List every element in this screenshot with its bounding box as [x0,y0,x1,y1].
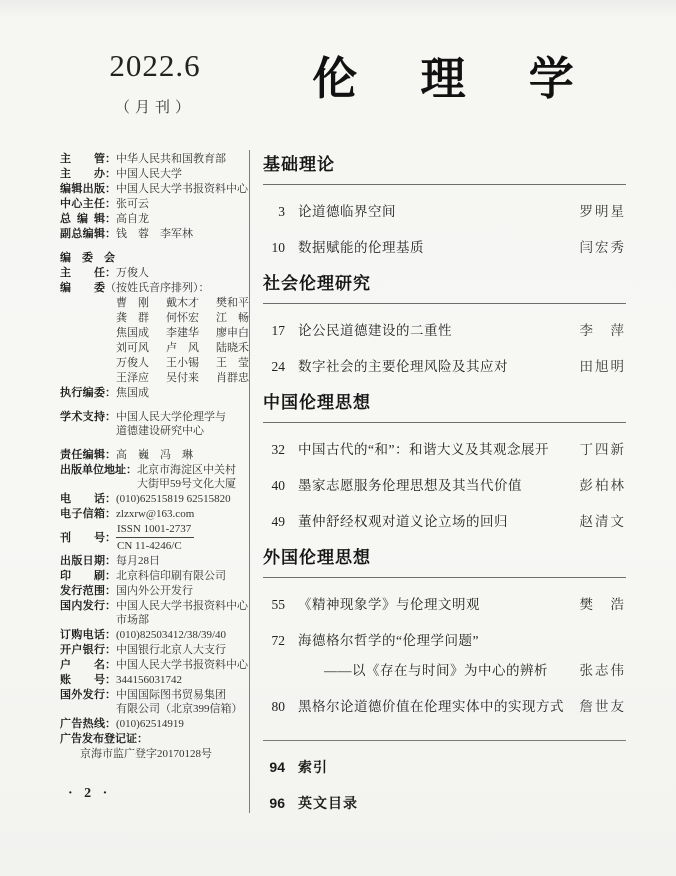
colon: ： [105,600,116,612]
masthead-row [60,717,249,731]
article-title: 《精神现象学》与伦理文明观 [298,597,480,612]
masthead-row [60,386,249,400]
field-value [137,463,249,491]
value-line: 市场部 [116,614,149,626]
field-label: 电话 [60,493,105,505]
article-page-number: 24 [271,359,285,374]
colon: ： [105,168,116,180]
field-label: 出版日期 [60,555,105,567]
article-row [263,440,626,459]
article-page-number: 40 [271,478,285,493]
member-name: 江 畅 [216,312,249,324]
article-author: 彭柏林 [579,478,626,493]
masthead-row [60,507,249,521]
field-label: 主办 [60,168,105,180]
masthead-row [60,628,249,642]
field-label: 主任 [60,267,105,279]
colon: ： [105,267,116,279]
backmatter-row [263,794,626,813]
value-line: 道德建设研究中心 [116,425,204,437]
article-row [263,697,626,716]
masthead-row [60,673,249,687]
article-page-number: 17 [271,323,285,338]
member-name: 焦国成 [116,327,149,339]
field-label: 国内发行 [60,600,105,612]
colon: ： [105,228,116,240]
issn-cn-fraction [116,522,194,553]
masthead-row [60,643,249,657]
member-name: 万俊人 [116,357,149,369]
field-value: 焦国成 [116,387,149,399]
toc-section [263,269,626,376]
masthead-row [60,569,249,583]
article-author: 赵清文 [579,514,626,529]
field-label: 编委 [60,282,105,294]
issn-number: ISSN 1001-2737 [116,522,194,538]
value-line: 大街甲59号文化大厦 [137,478,236,490]
colon: ： [105,644,116,656]
field-value: (010)62514919 [116,718,184,730]
field-label: 执行编委 [60,387,105,399]
masthead-row [60,227,249,241]
field-label: 出版单位地址 [60,464,126,476]
colon: ： [105,508,116,520]
field-label: 户名 [60,659,105,671]
backmatter-title: 英文目录 [298,795,358,811]
field-label: 电子信箱 [60,508,105,520]
article-subtitle: ——以《存在与时间》为中心的辨析 [324,663,548,678]
field-label: 印刷 [60,570,105,582]
masthead-row [60,658,249,672]
article-page-number: 10 [271,240,285,255]
backmatter-row [263,758,626,777]
value-line: 有限公司（北京399信箱） [116,703,243,715]
member-name: 廖申白 [216,327,249,339]
article-author: 田旭明 [579,359,626,374]
field-value: 中国人民大学 [116,168,182,180]
article-title: 数据赋能的伦理基质 [298,240,424,255]
article-author: 闫宏秀 [579,240,626,255]
member-name: 肖群忠 [216,372,249,384]
content-columns [60,150,626,813]
colon: ： [105,198,116,210]
member-name: 王 莹 [216,357,249,369]
member-name: 王泽应 [116,372,149,384]
field-value: 344156031742 [116,674,182,686]
field-value: (010)82503412/38/39/40 [116,629,226,641]
article-title: 论公民道德建设的二重性 [298,323,452,338]
masthead-row [60,584,249,598]
colon: ： [105,153,116,165]
toc-section-header: 中国伦理思想 [263,388,626,423]
masthead-row [60,732,249,746]
email-value: zlzxrw@163.com [116,508,195,520]
field-label: 责任编辑 [60,449,105,461]
spacer [263,661,285,680]
masthead-row [60,463,249,491]
field-label: 订购电话 [60,629,105,641]
article-page-number: 49 [271,514,285,529]
toc-section-header: 社会伦理研究 [263,269,626,304]
article-row [263,321,626,340]
article-author: 罗明星 [579,204,626,219]
frequency-label: （月刊） [114,100,195,116]
article-title: 海德格尔哲学的“伦理学问题” [298,633,479,648]
member-name: 龚 群 [116,312,149,324]
article-author: 詹世友 [579,699,626,714]
masthead-row [60,410,249,438]
field-label: 账号 [60,674,105,686]
member-name: 王小锡 [166,357,199,369]
field-value [116,688,249,716]
colon: ： [105,570,116,582]
article-row [263,512,626,531]
colon: ： [105,674,116,686]
colon: ： [105,449,116,461]
colon: ： [105,213,116,225]
field-value: 高自龙 [116,213,149,225]
field-value: 钱 蓉 李军林 [116,228,193,240]
article-page-number: 32 [271,442,285,457]
article-title: 黑格尔论道德价值在伦理实体中的实现方式 [298,699,564,714]
toc-column [249,150,626,813]
issue-block [60,48,250,117]
article-title: 论道德临界空间 [298,204,396,219]
toc-section-header: 外国伦理思想 [263,543,626,578]
colon: ： [105,718,116,730]
field-label: 副总编辑 [60,228,105,240]
field-value: 万俊人 [116,267,149,279]
member-name: 樊和平 [216,297,249,309]
masthead-row [60,281,249,295]
article-title: 中国古代的“和”：和谐大义及其观念展开 [298,442,549,457]
masthead-row [60,448,249,462]
backmatter-divider [263,740,626,741]
field-value: 中国银行北京人大支行 [116,644,226,656]
article-row [263,238,626,257]
colon: ： [105,689,116,701]
article-author: 丁四新 [579,442,626,457]
colon: ： [105,183,116,195]
colon: ： [105,659,116,671]
masthead-row [60,599,249,627]
value-line: 中国人民大学书报资料中心 [116,600,248,612]
article-page-number: 80 [271,699,285,714]
masthead-row [60,182,249,196]
masthead-row [60,197,249,211]
article-row [263,631,626,650]
member-name: 戴木才 [166,297,199,309]
field-value: 中国人民大学书报资料中心 [116,659,248,671]
value-line: 北京市海淀区中关村 [137,464,236,476]
colon: ： [105,585,116,597]
masthead-row [60,492,249,506]
colon: ： [137,733,148,745]
article-page-number: 72 [271,633,285,648]
backmatter-page-number: 96 [269,795,285,811]
masthead-column [60,150,249,813]
toc-section [263,388,626,531]
article-title: 董仲舒经权观对道义论立场的回归 [298,514,508,529]
cn-number: CN 11-4246/C [117,540,182,552]
member-name: 陆晓禾 [216,342,249,354]
value-line: 中国人民大学伦理学与 [116,411,226,423]
colon: ： [105,493,116,505]
article-author: 张志伟 [579,663,626,678]
masthead-row [60,554,249,568]
page-header [60,40,626,148]
field-value: 高 巍 冯 琳 [116,449,193,461]
field-label: 广告热线 [60,718,105,730]
editorial-board-members [60,296,249,386]
field-label: 学术支持 [60,411,105,423]
member-name: 刘可风 [116,342,149,354]
field-value: 张可云 [116,198,149,210]
ad-license-number: 京海市监广登字20170128号 [80,748,212,760]
masthead-row [60,688,249,716]
masthead-row [60,167,249,181]
colon: ： [105,629,116,641]
backmatter-page-number: 94 [269,759,285,775]
field-value: 国内外公开发行 [116,585,193,597]
issn-cn-block [116,522,249,553]
colon: ： [105,411,116,423]
field-value: (010)62515819 62515820 [116,493,231,505]
member-name: 李建华 [166,327,199,339]
field-label: 总编辑 [60,213,105,225]
article-author: 樊 浩 [579,597,626,612]
issue-date: 2022.6 [109,48,201,83]
article-page-number: 3 [278,204,285,219]
field-label: 编辑出版 [60,183,105,195]
member-name: 曹 刚 [116,297,149,309]
member-name: 吴付来 [166,372,199,384]
field-value: 每月28日 [116,555,160,567]
toc-section [263,150,626,257]
article-title: 数字社会的主要伦理风险及其应对 [298,359,508,374]
field-label: 发行范围 [60,585,105,597]
field-label: 中心主任 [60,198,105,210]
field-label: 主管 [60,153,105,165]
article-title: 墨家志愿服务伦理思想及其当代价值 [298,478,522,493]
colon: ： [105,387,116,399]
members-note: （按姓氏音序排列）： [105,282,210,294]
colon: ： [126,464,137,476]
editorial-board-heading: 编 委 会 [60,252,115,264]
masthead-row [60,212,249,226]
article-page-number: 55 [271,597,285,612]
field-value [116,410,249,438]
masthead-row [60,522,249,553]
field-label: 刊号 [60,531,105,544]
field-value: 中国人民大学书报资料中心 [116,183,248,195]
field-value: 中华人民共和国教育部 [116,153,226,165]
field-label: 国外发行 [60,689,105,701]
article-row [263,202,626,221]
masthead-row [60,266,249,280]
article-row [263,357,626,376]
folio-page-number: · 2 · [68,786,112,801]
toc-section [263,543,626,716]
backmatter-title: 索引 [298,759,328,775]
journal-title: 伦 理 学 [312,54,600,104]
field-label: 开户银行 [60,644,105,656]
masthead-row [60,152,249,166]
toc-section-header: 基础理论 [263,150,626,185]
article-subtitle-row [263,661,626,680]
article-author: 李 萍 [579,323,626,338]
colon: ： [105,555,116,567]
field-value: 北京科信印刷有限公司 [116,570,226,582]
field-value [116,599,249,627]
article-row [263,595,626,614]
member-name: 何怀宏 [166,312,199,324]
field-label: 广告发布登记证 [60,733,137,745]
value-line: 中国国际图书贸易集团 [116,689,226,701]
member-name: 卢 风 [166,342,199,354]
article-row [263,476,626,495]
colon: ： [105,531,116,544]
